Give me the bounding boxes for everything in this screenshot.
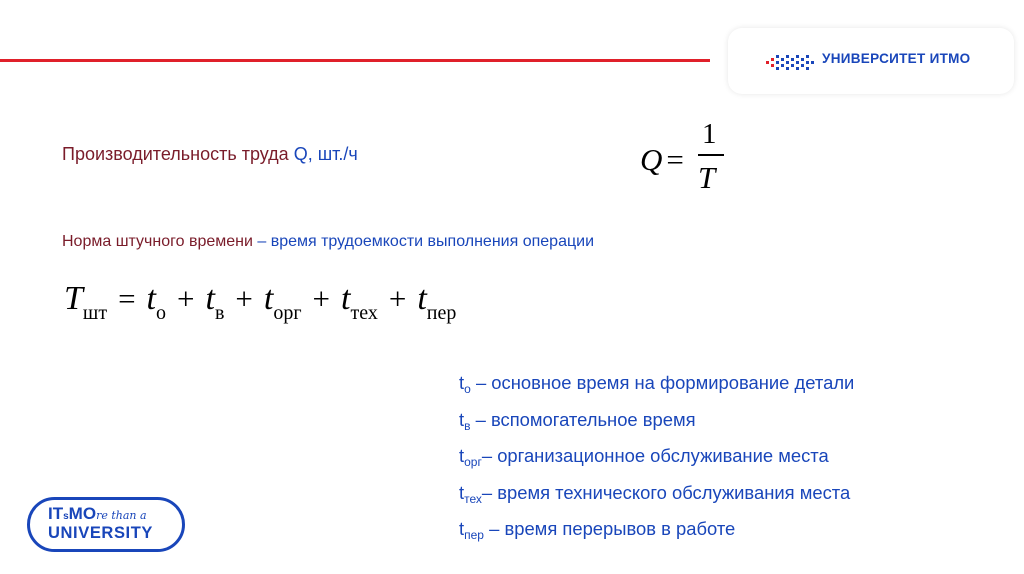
plus-sign: +	[177, 281, 195, 316]
t-symbol: t	[263, 280, 274, 317]
q-symbol: Q	[640, 142, 663, 177]
equals-sign: =	[666, 142, 684, 177]
productivity-variable: Q, шт./ч	[293, 144, 358, 164]
productivity-formula	[640, 118, 740, 198]
productivity-label: Производительность труда	[62, 144, 294, 164]
definition-item	[459, 441, 854, 478]
piece-time-heading	[62, 233, 594, 251]
dots-logo-icon	[766, 54, 818, 72]
badge-s: s	[63, 511, 69, 522]
itmo-logo	[728, 28, 1014, 94]
formula-lhs	[640, 142, 684, 178]
piece-time-term: Норма штучного времени	[62, 233, 253, 250]
piece-time-definition: – время трудоемкости выполнения операции	[252, 233, 594, 250]
productivity-heading	[62, 144, 358, 165]
def-text: – вспомогательное время	[475, 408, 696, 430]
def-text: – основное время на формирование детали	[475, 372, 855, 393]
equals-sign: =	[118, 281, 136, 316]
def-symbol: t	[459, 372, 465, 393]
t-symbol: t	[417, 280, 427, 317]
t-symbol: t	[205, 280, 215, 317]
def-text: – организационное обслуживание места	[481, 445, 829, 466]
plus-sign: +	[388, 281, 407, 316]
def-subscript: пер	[464, 528, 484, 542]
def-symbol: t	[459, 481, 465, 503]
badge-mo: MO	[68, 504, 97, 523]
def-subscript: орг	[464, 455, 482, 469]
t-subscript: орг	[273, 302, 302, 324]
piece-time-formula	[64, 280, 456, 340]
t-piece-symbol: T	[64, 280, 83, 317]
fraction-bar	[698, 154, 724, 156]
t-symbol: t	[341, 280, 351, 317]
definitions-list	[459, 368, 854, 551]
definition-item	[459, 405, 854, 442]
formula-denominator: T	[698, 160, 716, 195]
definition-item	[459, 478, 854, 515]
def-symbol: t	[459, 408, 465, 430]
badge-script: re than a	[96, 509, 147, 522]
t-symbol: t	[146, 280, 156, 317]
t-subscript: в	[214, 302, 225, 324]
t-subscript: о	[156, 302, 166, 324]
logo-text: УНИВЕРСИТЕТ ИТМО	[822, 51, 971, 66]
itmo-university-badge	[27, 497, 185, 552]
badge-top-line	[48, 504, 147, 524]
header-accent-line	[0, 59, 710, 62]
def-subscript: о	[464, 382, 471, 396]
def-symbol: t	[459, 518, 465, 539]
def-symbol: t	[459, 445, 465, 466]
badge-it: IT	[48, 504, 64, 523]
def-subscript: в	[464, 418, 471, 433]
def-subscript: тех	[464, 491, 482, 506]
plus-sign: +	[235, 281, 253, 316]
badge-bottom-line: UNIVERSITY	[48, 524, 154, 542]
t-piece-subscript: шт	[82, 302, 108, 324]
plus-sign: +	[312, 281, 331, 316]
definition-item	[459, 514, 854, 551]
t-subscript: тех	[350, 302, 378, 324]
definition-item	[459, 368, 854, 405]
formula-numerator: 1	[702, 118, 717, 150]
t-subscript: пер	[426, 302, 457, 324]
def-text: – время перерывов в работе	[489, 518, 736, 539]
def-text: – время технического обслуживания места	[481, 481, 851, 503]
